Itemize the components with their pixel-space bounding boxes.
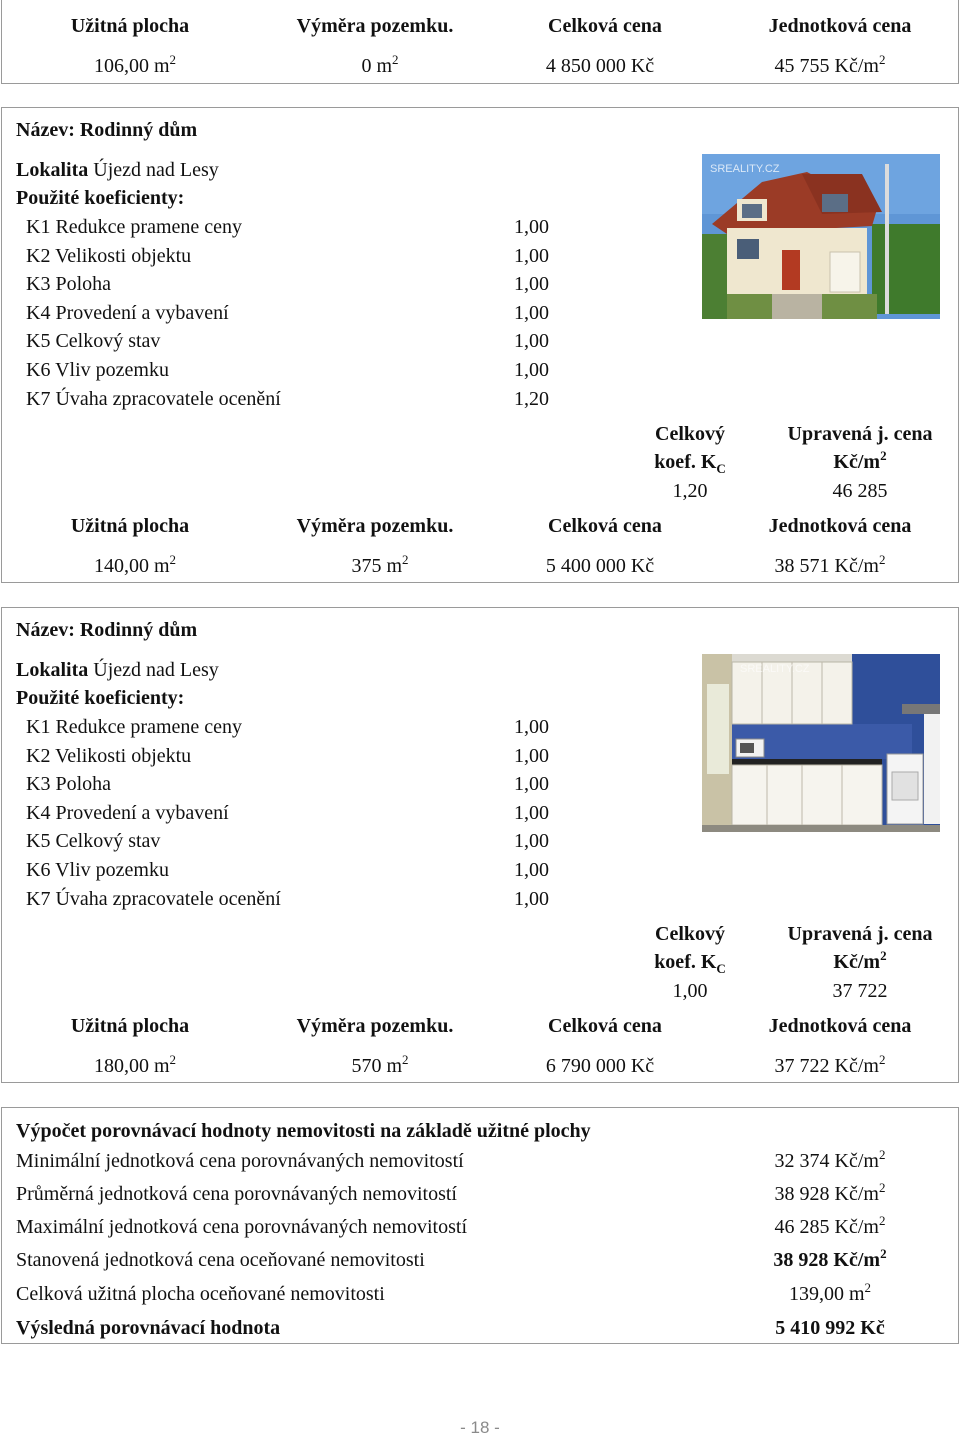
total-coef-label-2: koef. $K_C$ [654,451,726,476]
total-coef-value: 1,20 [672,480,708,502]
coef-value: 1,00 [514,302,549,324]
coef-value: 1,00 [514,773,549,795]
summary-title: Výpočet porovnávací hodnoty nemovitosti na základě užitné plochy [16,1120,591,1142]
summary-row-label: Celková užitná plocha oceňované nemovitosti [16,1283,385,1305]
coef-value: 1,00 [514,330,549,352]
summary-result-value: 5 410 992 Kč [775,1317,885,1339]
adjusted-price-unit: $Kč/m^2$ [833,948,887,973]
svg-text:SREALITY.CZ: SREALITY.CZ [710,163,780,175]
coef-value: 1,00 [514,859,549,881]
header-unit-price: Jednotková cena [768,15,912,37]
coef-label: K1 Redukce pramene ceny [26,716,243,738]
total-coef-value: 1,00 [672,980,708,1002]
usable-area-value: 140,00 $m^2$ [93,552,177,577]
land-area-value: 0 $m^2$ [361,52,399,77]
coef-value: 1,00 [514,245,549,267]
header-usable-area: Užitná plocha [70,15,190,37]
adjusted-price-label: Upravená j. cena [787,923,933,945]
header-usable-area: Užitná plocha [70,1015,190,1037]
total-coef-label: Celkový [655,923,725,945]
coef-value: 1,20 [514,388,549,410]
coef-label: K6 Vliv pozemku [26,859,169,881]
header-land-area: Výměra pozemku. [296,515,454,537]
header-total-price: Celková cena [548,1015,662,1037]
property-name: Název: Rodinný dům [16,619,198,641]
total-coef-label-2: koef. $K_C$ [654,951,726,976]
coef-label: K2 Velikosti objektu [26,745,192,767]
property-name: Název: Rodinný dům [16,119,198,141]
property-photo-house [702,154,940,319]
summary-row-label: Průměrná jednotková cena porovnávaných nemovitostí [16,1183,457,1205]
total-price-value: 5 400 000 Kč [545,555,655,577]
svg-text:SREALITY.CZ: SREALITY.CZ [740,663,810,675]
header-total-price: Celková cena [548,515,662,537]
coef-label: K5 Celkový stav [26,830,161,852]
summary-row-value: 32 374 $Kč/m^2$ [774,1147,886,1172]
coef-label: K2 Velikosti objektu [26,245,192,267]
land-area-value: 375 $m^2$ [351,552,409,577]
header-land-area: Výměra pozemku. [296,1015,454,1037]
header-unit-price: Jednotková cena [768,1015,912,1037]
coef-value: 1,00 [514,802,549,824]
property-locality: Lokalita Újezd nad Lesy [16,659,219,681]
total-price-value: 4 850 000 Kč [545,55,655,77]
coef-label: K7 Úvaha zpracovatele ocenění [26,888,281,910]
summary-row-label: Stanovená jednotková cena oceňované nemovitosti [16,1249,425,1271]
land-area-value: 570 $m^2$ [351,1052,409,1077]
summary-row-value: 46 285 $Kč/m^2$ [774,1213,886,1238]
unit-price-value: 45 755 $Kč/m^2$ [774,52,886,77]
coef-label: K7 Úvaha zpracovatele ocenění [26,388,281,410]
adjusted-price-value: 37 722 [832,980,888,1002]
header-land-area: Výměra pozemku. [296,15,454,37]
total-coef-label: Celkový [655,423,725,445]
usable-area-value: 106,00 $m^2$ [93,52,177,77]
header-total-price: Celková cena [548,15,662,37]
summary-row-label: Maximální jednotková cena porovnávaných nemovitostí [16,1216,467,1238]
summary-row-label: Minimální jednotková cena porovnávaných nemovitostí [16,1150,464,1172]
adjusted-price-label: Upravená j. cena [787,423,933,445]
coef-label: K3 Poloha [26,273,111,295]
coef-label: K4 Provedení a vybavení [26,302,229,324]
coefficients-heading: Použité koeficienty: [16,687,185,709]
adjusted-price-unit: $Kč/m^2$ [833,448,887,473]
property-photo-kitchen [702,654,940,832]
summary-result-label: Výsledná porovnávací hodnota [16,1317,281,1339]
coefficients-heading: Použité koeficienty: [16,187,185,209]
coef-label: K3 Poloha [26,773,111,795]
coef-value: 1,00 [514,745,549,767]
summary-row-value: 139,00 $m^2$ [788,1280,872,1305]
coef-value: 1,00 [514,888,549,910]
header-usable-area: Užitná plocha [70,515,190,537]
coef-label: K6 Vliv pozemku [26,359,169,381]
property-locality: Lokalita Újezd nad Lesy [16,159,219,181]
usable-area-value: 180,00 $m^2$ [93,1052,177,1077]
coef-label: K4 Provedení a vybavení [26,802,229,824]
total-price-value: 6 790 000 Kč [545,1055,655,1077]
coef-label: K1 Redukce pramene ceny [26,216,243,238]
unit-price-value: 37 722 $Kč/m^2$ [774,1052,886,1077]
page-number: - 18 - [460,1418,500,1437]
coef-label: K5 Celkový stav [26,330,161,352]
summary-row-value: 38 928 $Kč/m^2$ [774,1180,886,1205]
coef-value: 1,00 [514,273,549,295]
coef-value: 1,00 [514,216,549,238]
coef-value: 1,00 [514,716,549,738]
unit-price-value: 38 571 $Kč/m^2$ [774,552,886,577]
coef-value: 1,00 [514,359,549,381]
summary-row-value: 38 928 $Kč/m^2$ [773,1246,887,1271]
header-unit-price: Jednotková cena [768,515,912,537]
coef-value: 1,00 [514,830,549,852]
adjusted-price-value: 46 285 [832,480,888,502]
